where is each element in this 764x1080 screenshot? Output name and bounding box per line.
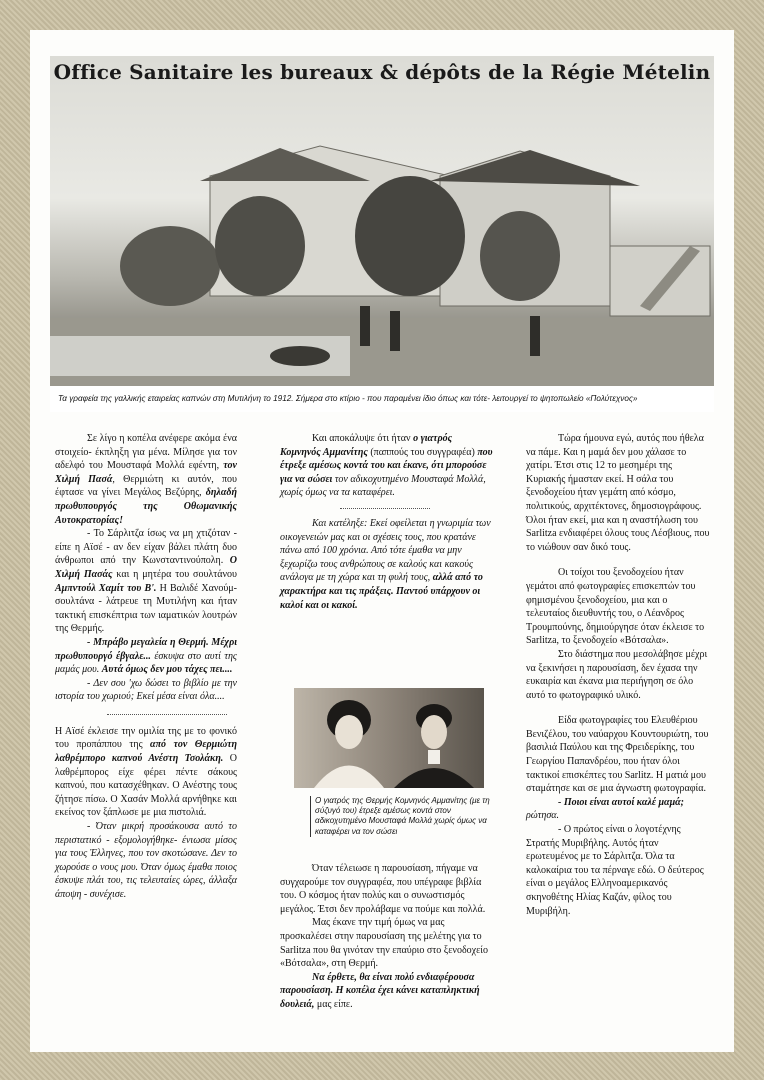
paragraph: Σε λίγο η κοπέλα ανέφερε ακόμα ένα στοιχείο- έκπληξη για μένα. Μίλησε για τον αδελφό του Μουσταφά Μολλά εφέντη, τον Χιλμή Πασά, Θερμιώτη κι αυτόν, που έφτασε να γίνει Μεγάλος Βεζύρης, δηλαδή πρωθυπουργός της Οθωμανικής Αυτοκρατορίας! [55, 433, 237, 526]
column-right [526, 432, 712, 918]
portrait-illustration [294, 688, 484, 788]
column-middle-bottom [280, 862, 495, 1012]
column-middle [280, 432, 495, 612]
paragraph: Μας έκανε την τιμή όμως να μας προσκαλέσει στην παρουσίαση της μελέτης για το Sarlitza που θα γινόταν την επαύριο στο ξενοδοχείο «Βότσαλα», στη Θερμή. [280, 917, 488, 970]
photo-title: Office Sanitaire les bureaux & dépôts de la Régie Mételin [53, 60, 711, 84]
paragraph: - Όταν μικρή προσάκουσα αυτό το περιστατικό - εξομολογήθηκε- ένιωσα μίσος για τους Έλληνες, που τον σκοτώσανε. Δεν το χωρούσε ο νους μου. Όταν όμως έμαθα ποιος έσκυψε πλάι του, τις τελευταίες ώρες, άλλαξα άποψη - συνέχισε. [55, 821, 237, 900]
paragraph: Είδα φωτογραφίες του Ελευθέριου Βενιζέλου, του ναύαρχου Κουντουριώτη, του βασιλιά Παύλου και της Φρειδερίκης, του Γεωργίου Παπανδρέου, που ήταν όλοι τακτικοί επισκέπτες του Sarlitz. Η ματιά μου σταμάτησε και σε μια άγνωστη φωτογραφία. [526, 715, 709, 795]
paragraph: Η Αϊσέ έκλεισε την ομιλία της με το φονικό του προπάππου της από τον Θερμιώτη λαθρέμπορο καπνού Ανέστη Τσολάκη. Ο λαθρέμπορος είχε φέρει πέντε σάκους καπνού, που κατασχέθηκαν. Ο Ανέστης τους ζήτησε πίσω. Ο Χασάν Μολλά αρνήθηκε και εκείνος τον ξάπλωσε με μια πιστολιά. [55, 725, 238, 819]
paragraph: Και αποκάλυψε ότι ήταν ο γιατρός Κομνηνός Αμμανίτης (παππούς του συγγραφέα) που έτρεξε αμέσως κοντά του και έκανε, ότι μπορούσε για να σώσει τον αδικοχυτημένο Μουσταφά Μολλά, χωρίς όμως να τα καταφέρει. [280, 433, 493, 499]
photo-caption: Τα γραφεία της γαλλικής εταιρείας καπνών στη Μυτιλήνη το 1912. Σήμερα στο κτίριο - που παραμένει ίδιο όπως και τότε- λειτουργεί το ψητοπωλείο «Πολύτεχνος» [50, 386, 714, 412]
paragraph: Οι τοίχοι του ξενοδοχείου ήταν γεμάτοι από φωτογραφίες επισκεπτών του φημισμένου ξενοδοχείου, μια και ο τελευταίος διευθυντής του, ο Λέανδρος Τρουμπούνης, δημιούργησε όταν έκλεισε το Sarlitza, το ξενοδοχείο «Βότσαλα». [526, 567, 705, 647]
divider [107, 714, 227, 715]
paragraph: Να έρθετε, θα είναι πολύ ενδιαφέρουσα παρουσίαση. Η κοπέλα έχει κάνει καταπληκτική δουλειά, μας είπε. [280, 971, 480, 1010]
paragraph: - Το Σάρλιτζα ίσως να μη χτιζόταν - είπε η Αϊσέ - αν δεν είχαν βάλει πλάτη δυο άνθρωποι από την Κωνσταντινούπολη. Ο Χιλμή Πασάς και η μητέρα του σουλτάνου Αμπντούλ Χαμίτ του Β'. Η Βαλιδέ Χανούμ-σουλτάνα - λάτρευε τη Μυτιλήνη και ήταν τακτική επισκέπτρια των ιαματικών λουτρών της Θερμής. [55, 528, 237, 635]
portrait-photo [294, 688, 484, 788]
divider [340, 508, 430, 509]
historic-photo [50, 56, 714, 412]
paragraph: - Ο πρώτος είναι ο λογοτέχνης Στρατής Μυριβήλης. Αυτός ήταν ερωτευμένος με το Σάρλιτζα. Όλα τα καλοκαίρια του τα πέρναγε εδώ. Ο δεύτερος είναι ο μεγάλος Ελληνοαμερικανός σκηνοθέτης Ηλίας Καζάν, φίλος του Μυριβήλη. [526, 824, 704, 917]
building-illustration [50, 56, 714, 412]
paragraph: - Ποιοι είναι αυτοί καλέ μαμά; ρώτησα. [526, 796, 684, 822]
paragraph: Τώρα ήμουνα εγώ, αυτός που ήθελα να πάμε. Και η μαμά δεν μου χάλασε το χατίρι. Έτσι στις 12 το μεσημέρι της Κυριακής ήμασταν εκεί. Η σάλα του ξενοδοχείου ήταν γεμάτη από κόσμο, πολιτικούς, αρχιτέκτονες, δημοσιογράφους. Όλοι ήταν εκεί, μια και η αναστήλωση του Sarlitza ενδιαφέρει όλους τους Λέσβιους, που το νιώθουν σαν δικό τους. [526, 433, 710, 553]
paragraph: - Μπράβο μεγαλεία η Θερμή. Μέχρι πρωθυπουργό έβγαλε... έσκυψα στο αυτί της μαμάς μου. Αυτά όμως δεν μου τάχες πει.... [55, 636, 237, 676]
paragraph: - Δεν σου 'χω δώσει το βιβλίο με την ιστορία του χωριού; Εκεί μέσα είναι όλα.... [55, 677, 237, 703]
paragraph: Στο διάστημα που μεσολάβησε μέχρι να ξεκινήσει η παρουσίαση, δεν έχασα την ευκαιρία και έκανα μια περιήγηση σε όλο αυτό το φωτογραφικό υλικό. [526, 648, 708, 701]
portrait-caption: Ο γιατρός της Θερμής Κομνηνός Αμμανίτης (με τη σύζυγό του) έτρεξε αμέσως κοντά στον αδικοχυτημένο Μουσταφά Μολλά χωρίς όμως να καταφέρει να τον σώσει [310, 796, 500, 837]
column-left [55, 432, 237, 902]
paragraph: Και κατέληξε: Εκεί οφείλεται η γνωριμία των οικογενειών μας και οι σχέσεις τους, που κρατάνε πάνω από 100 χρόνια. Από τότε έμαθα να μην ξεχωρίζω τους ανθρώπους σε καλούς και κακούς ανάλογα με τη χώρα και τη φυλή τους, αλλά από το χαρακτήρα και τις πράξεις. Παντού υπάρχουν οι καλοί και οι κακοί. [280, 517, 491, 611]
paragraph: Όταν τέλειωσε η παρουσίαση, πήγαμε να συγχαρούμε τον συγγραφέα, που υπέγραφε βιβλία του. Ο κόσμος ήταν πολύς και ο συνωστισμός μεγάλος. Έτσι δεν προλάβαμε να πούμε και πολλά. [280, 863, 486, 915]
